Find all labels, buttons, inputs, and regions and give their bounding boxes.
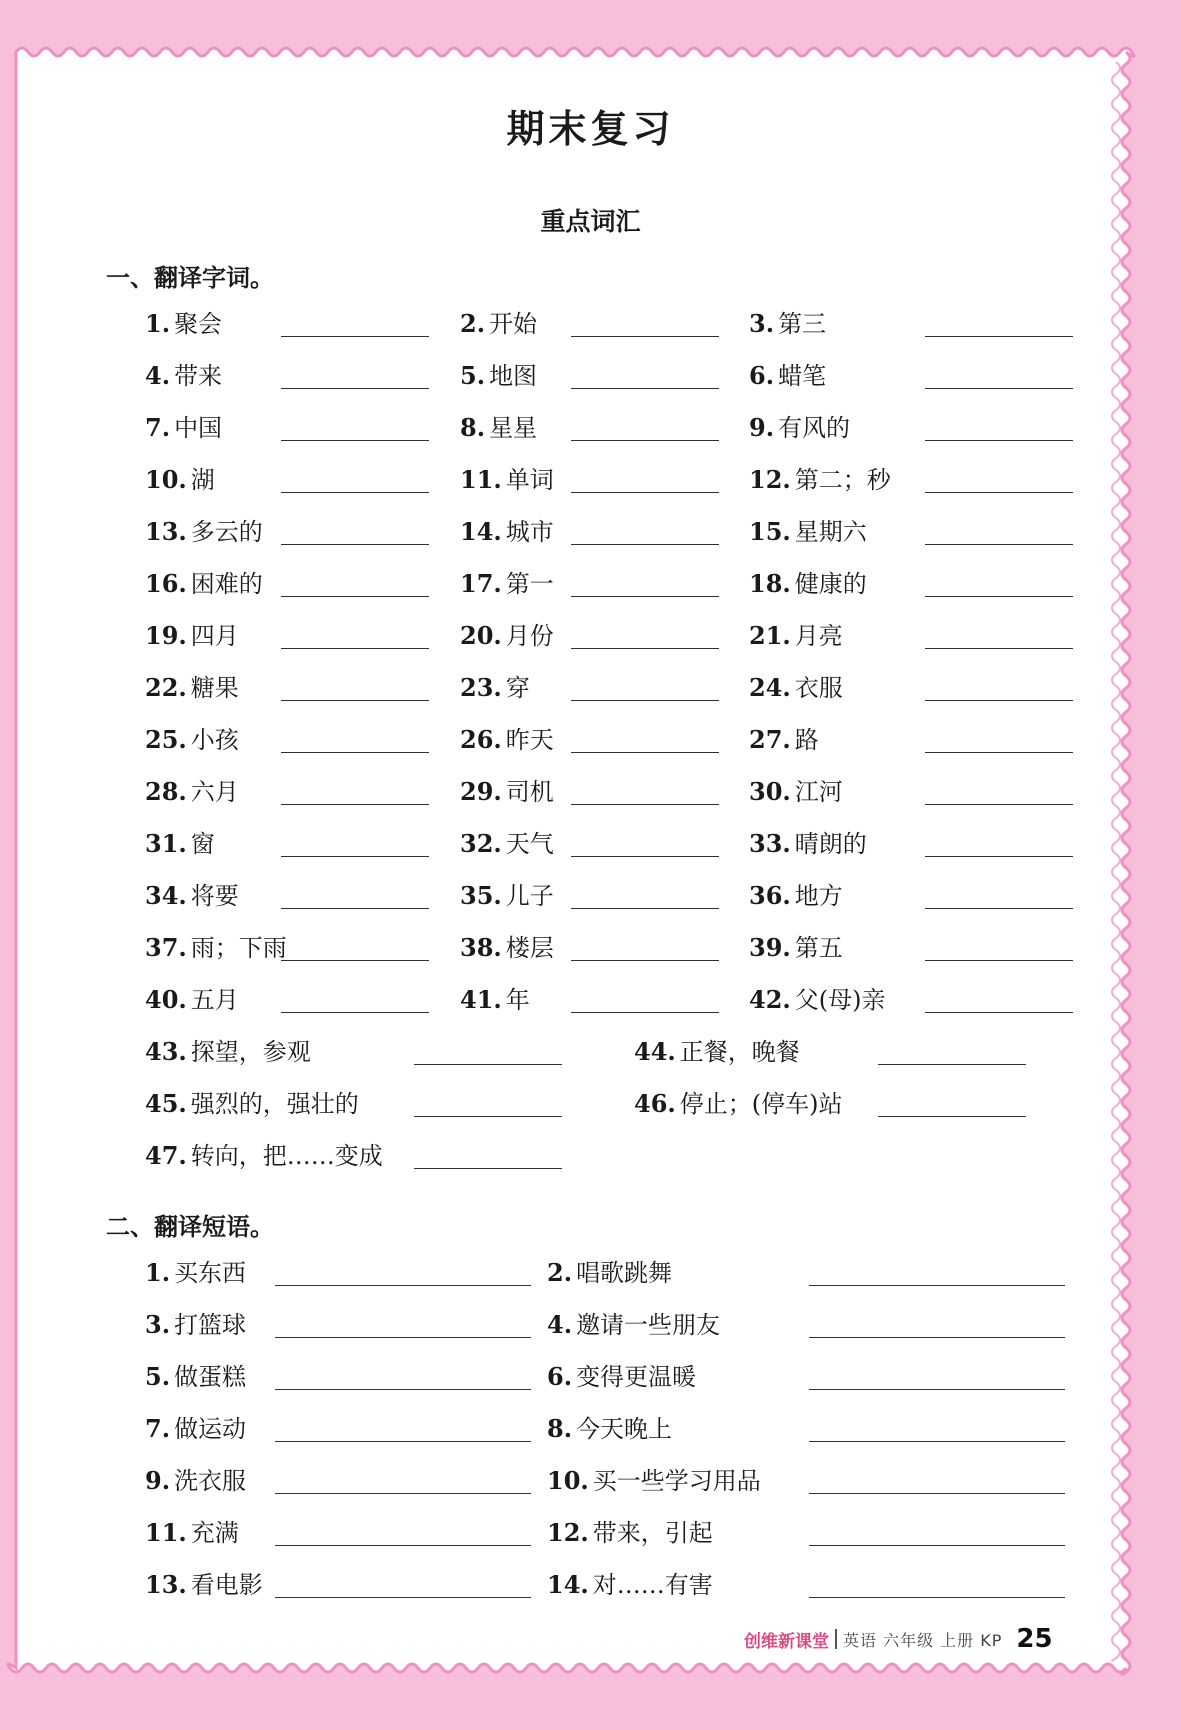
answer-blank-line[interactable] [925, 388, 1073, 389]
item-prompt: 四月 [190, 622, 239, 650]
item-number: 2. [460, 309, 486, 338]
item-prompt: 父(母)亲 [794, 986, 886, 1014]
item-prompt: 第二；秒 [794, 466, 891, 494]
list-item [460, 569, 554, 599]
answer-blank-line[interactable] [925, 440, 1073, 441]
list-item [145, 985, 239, 1015]
item-number: 2. [547, 1258, 573, 1287]
list-item [145, 1414, 246, 1444]
list-item [460, 829, 554, 859]
item-prompt: 小孩 [190, 726, 239, 754]
item-prompt: 健康的 [794, 570, 867, 598]
answer-blank-line[interactable] [809, 1285, 1065, 1286]
answer-blank-line[interactable] [281, 856, 429, 857]
item-number: 24. [749, 673, 791, 702]
item-prompt: 穿 [505, 674, 530, 702]
item-prompt: 窗 [190, 830, 215, 858]
answer-blank-line[interactable] [281, 752, 429, 753]
item-prompt: 地方 [794, 882, 843, 910]
answer-blank-line[interactable] [281, 336, 429, 337]
item-number: 45. [145, 1089, 187, 1118]
list-item [460, 361, 537, 391]
list-item [460, 933, 554, 963]
item-prompt: 转向，把……变成 [190, 1142, 383, 1170]
answer-blank-line[interactable] [925, 492, 1073, 493]
item-number: 31. [145, 829, 187, 858]
list-item [145, 1570, 263, 1600]
answer-blank-line[interactable] [281, 1012, 429, 1013]
list-item [460, 465, 554, 495]
list-item [749, 413, 850, 443]
item-number: 12. [547, 1518, 589, 1547]
answer-blank-line[interactable] [925, 544, 1073, 545]
answer-blank-line[interactable] [809, 1389, 1065, 1390]
item-number: 34. [145, 881, 187, 910]
answer-blank-line[interactable] [925, 596, 1073, 597]
item-prompt: 江河 [794, 778, 843, 806]
list-item [749, 829, 867, 859]
list-item [145, 829, 215, 859]
list-item [145, 777, 239, 807]
item-number: 23. [460, 673, 502, 702]
item-number: 7. [145, 413, 171, 442]
list-item [145, 1141, 383, 1171]
answer-blank-line[interactable] [281, 908, 429, 909]
list-item [145, 1466, 246, 1496]
item-number: 33. [749, 829, 791, 858]
page-number: 25 [1016, 1624, 1053, 1654]
item-prompt: 正餐，晚餐 [679, 1038, 800, 1066]
list-item [145, 517, 263, 547]
item-prompt: 邀请一些朋友 [576, 1311, 721, 1339]
list-item [749, 517, 867, 547]
answer-blank-line[interactable] [571, 856, 719, 857]
item-prompt: 带来，引起 [592, 1519, 713, 1547]
item-number: 5. [145, 1362, 171, 1391]
list-item [547, 1518, 713, 1548]
item-number: 29. [460, 777, 502, 806]
list-item [749, 621, 843, 651]
list-item [145, 309, 222, 339]
list-item [145, 1089, 359, 1119]
item-number: 32. [460, 829, 502, 858]
list-item [145, 1037, 311, 1067]
answer-blank-line[interactable] [809, 1545, 1065, 1546]
item-prompt: 打篮球 [174, 1311, 247, 1339]
item-prompt: 晴朗的 [794, 830, 867, 858]
list-item [460, 777, 554, 807]
answer-blank-line[interactable] [571, 336, 719, 337]
list-item [749, 881, 843, 911]
item-number: 3. [145, 1310, 171, 1339]
answer-blank-line[interactable] [571, 752, 719, 753]
list-item [145, 465, 215, 495]
item-prompt: 第五 [794, 934, 843, 962]
answer-blank-line[interactable] [878, 1064, 1026, 1065]
item-prompt: 单词 [505, 466, 554, 494]
item-number: 5. [460, 361, 486, 390]
footer-book-info: 英语 六年级 上册 KP [843, 1630, 1003, 1650]
item-number: 9. [749, 413, 775, 442]
item-number: 14. [547, 1570, 589, 1599]
item-prompt: 雨；下雨 [190, 934, 287, 962]
answer-blank-line[interactable] [281, 440, 429, 441]
list-item [547, 1414, 672, 1444]
item-prompt: 糖果 [190, 674, 239, 702]
list-item [749, 933, 843, 963]
item-number: 1. [145, 309, 171, 338]
item-number: 47. [145, 1141, 187, 1170]
list-item [145, 881, 239, 911]
item-number: 6. [749, 361, 775, 390]
list-item [547, 1310, 720, 1340]
answer-blank-line[interactable] [281, 544, 429, 545]
section1-heading: 一、翻译字词。 [106, 264, 274, 292]
answer-blank-line[interactable] [281, 700, 429, 701]
answer-blank-line[interactable] [281, 804, 429, 805]
answer-blank-line[interactable] [275, 1285, 531, 1286]
list-item [749, 309, 826, 339]
list-item [749, 465, 891, 495]
item-number: 27. [749, 725, 791, 754]
item-number: 36. [749, 881, 791, 910]
item-prompt: 变得更温暖 [576, 1363, 697, 1391]
item-number: 4. [547, 1310, 573, 1339]
answer-blank-line[interactable] [571, 388, 719, 389]
item-number: 37. [145, 933, 187, 962]
item-number: 14. [460, 517, 502, 546]
item-prompt: 蜡笔 [778, 362, 827, 390]
item-number: 1. [145, 1258, 171, 1287]
item-prompt: 月亮 [794, 622, 843, 650]
answer-blank-line[interactable] [925, 752, 1073, 753]
item-number: 21. [749, 621, 791, 650]
list-item [145, 933, 287, 963]
list-item [145, 621, 239, 651]
section-subtitle: 重点词汇 [540, 207, 641, 236]
item-number: 10. [145, 465, 187, 494]
list-item [145, 673, 239, 703]
answer-blank-line[interactable] [414, 1116, 562, 1117]
item-number: 25. [145, 725, 187, 754]
item-prompt: 唱歌跳舞 [576, 1259, 673, 1287]
footer-divider [835, 1629, 837, 1649]
answer-blank-line[interactable] [571, 960, 719, 961]
item-prompt: 楼层 [505, 934, 554, 962]
item-prompt: 今天晚上 [576, 1415, 673, 1443]
answer-blank-line[interactable] [878, 1116, 1026, 1117]
item-number: 26. [460, 725, 502, 754]
list-item [460, 673, 530, 703]
answer-blank-line[interactable] [571, 804, 719, 805]
item-prompt: 中国 [174, 414, 223, 442]
item-prompt: 做蛋糕 [174, 1363, 247, 1391]
answer-blank-line[interactable] [925, 648, 1073, 649]
item-prompt: 看电影 [190, 1571, 263, 1599]
item-number: 8. [547, 1414, 573, 1443]
item-prompt: 儿子 [505, 882, 554, 910]
item-number: 3. [749, 309, 775, 338]
item-prompt: 地图 [489, 362, 538, 390]
item-prompt: 有风的 [778, 414, 851, 442]
list-item [145, 361, 222, 391]
list-item [145, 1310, 246, 1340]
list-item [460, 881, 554, 911]
item-prompt: 充满 [190, 1519, 239, 1547]
list-item [634, 1089, 843, 1119]
item-prompt: 湖 [190, 466, 215, 494]
answer-blank-line[interactable] [925, 960, 1073, 961]
item-prompt: 城市 [505, 518, 554, 546]
answer-blank-line[interactable] [275, 1389, 531, 1390]
item-number: 40. [145, 985, 187, 1014]
item-prompt: 衣服 [794, 674, 843, 702]
item-prompt: 买东西 [174, 1259, 247, 1287]
answer-blank-line[interactable] [809, 1337, 1065, 1338]
answer-blank-line[interactable] [925, 700, 1073, 701]
list-item [749, 569, 867, 599]
item-prompt: 对……有害 [592, 1571, 713, 1599]
answer-blank-line[interactable] [809, 1441, 1065, 1442]
answer-blank-line[interactable] [571, 492, 719, 493]
item-number: 11. [145, 1518, 187, 1547]
list-item [547, 1570, 713, 1600]
item-prompt: 聚会 [174, 310, 223, 338]
item-prompt: 第三 [778, 310, 827, 338]
item-number: 6. [547, 1362, 573, 1391]
item-number: 7. [145, 1414, 171, 1443]
item-number: 13. [145, 517, 187, 546]
answer-blank-line[interactable] [275, 1493, 531, 1494]
item-prompt: 天气 [505, 830, 554, 858]
item-prompt: 探望，参观 [190, 1038, 311, 1066]
item-prompt: 星期六 [794, 518, 867, 546]
item-prompt: 多云的 [190, 518, 263, 546]
list-item [460, 725, 554, 755]
item-number: 20. [460, 621, 502, 650]
answer-blank-line[interactable] [571, 596, 719, 597]
list-item [145, 1362, 246, 1392]
item-number: 4. [145, 361, 171, 390]
item-number: 8. [460, 413, 486, 442]
answer-blank-line[interactable] [571, 544, 719, 545]
item-prompt: 第一 [505, 570, 554, 598]
list-item [547, 1362, 696, 1392]
item-number: 44. [634, 1037, 676, 1066]
list-item [749, 725, 819, 755]
item-number: 10. [547, 1466, 589, 1495]
answer-blank-line[interactable] [414, 1168, 562, 1169]
item-number: 38. [460, 933, 502, 962]
answer-blank-line[interactable] [281, 960, 429, 961]
item-prompt: 带来 [174, 362, 223, 390]
list-item [460, 309, 537, 339]
answer-blank-line[interactable] [925, 804, 1073, 805]
list-item [145, 413, 222, 443]
answer-blank-line[interactable] [281, 648, 429, 649]
list-item [460, 621, 554, 651]
list-item [634, 1037, 800, 1067]
item-number: 13. [145, 1570, 187, 1599]
answer-blank-line[interactable] [925, 908, 1073, 909]
list-item [547, 1258, 672, 1288]
list-item [547, 1466, 761, 1496]
page-title: 期末复习 [506, 107, 675, 151]
answer-blank-line[interactable] [275, 1545, 531, 1546]
answer-blank-line[interactable] [571, 440, 719, 441]
answer-blank-line[interactable] [925, 1012, 1073, 1013]
item-prompt: 月份 [505, 622, 554, 650]
answer-blank-line[interactable] [571, 1012, 719, 1013]
item-prompt: 昨天 [505, 726, 554, 754]
list-item [749, 985, 886, 1015]
item-number: 12. [749, 465, 791, 494]
item-number: 41. [460, 985, 502, 1014]
answer-blank-line[interactable] [925, 336, 1073, 337]
item-number: 19. [145, 621, 187, 650]
answer-blank-line[interactable] [281, 388, 429, 389]
answer-blank-line[interactable] [281, 492, 429, 493]
answer-blank-line[interactable] [281, 596, 429, 597]
item-prompt: 星星 [489, 414, 538, 442]
item-number: 30. [749, 777, 791, 806]
item-number: 46. [634, 1089, 676, 1118]
item-prompt: 开始 [489, 310, 538, 338]
answer-blank-line[interactable] [571, 648, 719, 649]
item-prompt: 困难的 [190, 570, 263, 598]
item-number: 22. [145, 673, 187, 702]
list-item [749, 673, 843, 703]
item-number: 11. [460, 465, 502, 494]
item-number: 15. [749, 517, 791, 546]
item-number: 43. [145, 1037, 187, 1066]
item-prompt: 将要 [190, 882, 239, 910]
section2-heading: 二、翻译短语。 [106, 1213, 274, 1241]
item-number: 9. [145, 1466, 171, 1495]
item-prompt: 买一些学习用品 [592, 1467, 761, 1495]
item-number: 35. [460, 881, 502, 910]
list-item [145, 569, 263, 599]
list-item [145, 725, 239, 755]
item-prompt: 五月 [190, 986, 239, 1014]
answer-blank-line[interactable] [809, 1597, 1065, 1598]
list-item [145, 1258, 246, 1288]
answer-blank-line[interactable] [925, 856, 1073, 857]
item-number: 16. [145, 569, 187, 598]
answer-blank-line[interactable] [275, 1441, 531, 1442]
list-item [460, 413, 537, 443]
answer-blank-line[interactable] [275, 1337, 531, 1338]
item-prompt: 年 [505, 986, 530, 1014]
list-item [460, 985, 530, 1015]
answer-blank-line[interactable] [571, 700, 719, 701]
list-item [749, 361, 826, 391]
item-number: 42. [749, 985, 791, 1014]
item-prompt: 路 [794, 726, 819, 754]
answer-blank-line[interactable] [275, 1597, 531, 1598]
answer-blank-line[interactable] [414, 1064, 562, 1065]
answer-blank-line[interactable] [571, 908, 719, 909]
list-item [749, 777, 843, 807]
answer-blank-line[interactable] [809, 1493, 1065, 1494]
item-number: 28. [145, 777, 187, 806]
item-prompt: 停止；(停车)站 [679, 1090, 843, 1118]
item-number: 39. [749, 933, 791, 962]
item-prompt: 强烈的，强壮的 [190, 1090, 359, 1118]
list-item [460, 517, 554, 547]
list-item [145, 1518, 239, 1548]
footer-brand: 创维新课堂 [744, 1631, 829, 1652]
item-prompt: 做运动 [174, 1415, 247, 1443]
item-prompt: 司机 [505, 778, 554, 806]
item-number: 18. [749, 569, 791, 598]
item-prompt: 洗衣服 [174, 1467, 247, 1495]
page-footer [744, 1622, 1053, 1656]
item-number: 17. [460, 569, 502, 598]
item-prompt: 六月 [190, 778, 239, 806]
